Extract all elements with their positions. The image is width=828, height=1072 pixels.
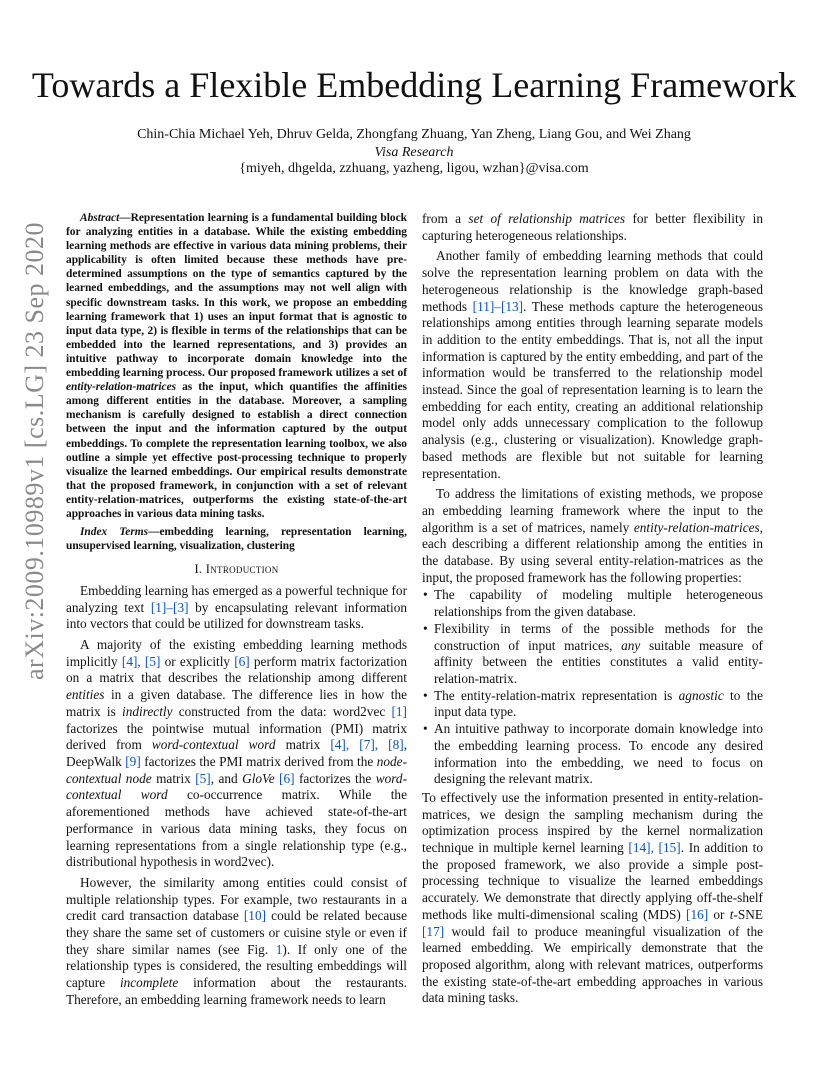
author-emails: {miyeh, dhgelda, zzhuang, yazheng, ligou, wzhan}@visa.com [239,161,589,176]
affiliation: Visa Research [374,145,454,160]
right-column [422,211,763,1007]
citation-link[interactable]: [9] [125,753,141,769]
citation-link[interactable]: [10] [243,908,267,924]
right-paragraph-1: from a set of relationship matrices for better flexibility in capturing heterogeneous relationships. [422,211,763,243]
citation-link[interactable]: [5] [195,770,211,786]
paper-title: Towards a Flexible Embedding Learning Framework [31,65,797,105]
author-list: Chin-Chia Michael Yeh, Dhruv Gelda, Zhongfang Zhuang, Yan Zheng, Liang Gou, and Wei Zhang [137,127,691,142]
section-heading: I. Introduction [194,562,279,577]
right-paragraph-3: To address the limitations of existing methods, we propose an embedding learning framework where the input to the algorithm is a set of matrices, namely entity-relation-matrices, each describing a different relationship among the entities in the database. By using several entity-relation-matrices as the input, the proposed framework has the following properties: [422,486,763,585]
abstract-term: entity-relation-matrices [66,381,177,394]
citation-link[interactable]: [6] [234,653,250,669]
list-item: • The entity-relation-matrix representation is agnostic to the input data type. [434,688,763,721]
abstract-paragraph [66,211,407,521]
index-terms [66,525,407,553]
abstract-text-cont: as the input, which quantifies the affinities among different entities in the database. Moreover, a sampling mechanism is carefully designed to establish a direct connection between the input and the information captured by the output embeddings. To complete the representation learning toolbox, we also outline a simple yet effective post-processing technique to properly visualize the learned embeddings. Our empirical results demonstrate that the proposed framework, in conjunction with a set of relevant entity-relation-matrices, outperforms the existing state-of-the-art approaches in various data mining tasks. [66,381,407,520]
list-item: • Flexibility in terms of the possible methods for the construction of input matrices, any suitable measure of affinity between the entities constitutes a valid entity-relation-matrix. [434,621,763,688]
abstract-label: Abstract [80,212,120,224]
citation-link[interactable]: [17] [422,923,445,939]
arxiv-identifier: arXiv:2009.10989v1 [cs.LG] 23 Sep 2020 [20,221,49,680]
citation-link[interactable]: [1] [391,703,407,719]
right-paragraph-2: Another family of embedding learning methods that could solve the representation learning problem on data with the heterogeneous relationship is the knowledge graph-based methods [11]–[13]. These methods capture the heterogeneous relationships among entities through learning separate models in addition to the entity embeddings. That is, not all the input information is captured by the entity embedding, and part of the information would be transferred to the relationship model instead. Since the goal of representation learning is to learn the embedding for each entity, creating an additional relationship model only adds unnecessary complication to the followup analysis (e.g., clustering or visualization). Knowledge graph-based methods are flexible but not suitable for learning representation. [422,248,763,481]
index-terms-label: Index Terms [80,526,149,539]
abstract-text: —Representation learning is a fundamental building block for analyzing entities in a database. While the existing embedding learning methods are effective in various data mining problems, their applicability is often limited because these methods have pre-determined assumptions on the type of semantics captured by the learned embeddings, and the assumptions may not well align with specific downstream tasks. In this work, we propose an embedding learning framework that 1) uses an input format that is agnostic to input data type, 2) is flexible in terms of the relationships that can be embedded into the learned representations, and 3) provides an intuitive pathway to incorporate domain knowledge into the embedding learning process. Our proposed framework utilizes a set of [66,212,407,380]
intro-paragraph-3: However, the similarity among entities could consist of multiple relationship types. For example, two restaurants in a credit card transaction database [10] could be related because they share the same set of customers or cuisine style or even if they share similar names (see Fig. 1). If only one of the relationship types is considered, the resulting embeddings will capture incomplete information about the restaurants. Therefore, an embedding learning framework needs to learn [66,874,408,1007]
citation-link[interactable]: [11]–[13] [472,298,524,314]
properties-list [422,587,763,787]
citation-link[interactable]: [4], [7], [8] [330,737,404,753]
citation-link[interactable]: [16] [686,906,709,922]
figure-link[interactable]: 1 [275,941,283,957]
citation-link[interactable]: [14], [15] [628,840,681,856]
right-paragraph-4: To effectively use the information presented in entity-relation-matrices, we design the sampling mechanism during the optimization process inspired by the kernel normalization technique in multiple kernel learning [14], [15]. In addition to the proposed framework, we also provide a simple post-processing technique to visualize the learned embeddings accurately. We demonstrate that directly applying off-the-shelf methods like multi-dimensional scaling (MDS) [16] or t-SNE [17] would fail to produce meaningful visualization of the learned embedding. We empirically demonstrate that the proposed algorithm, along with relevant matrices, outperforms the existing state-of-the-art embedding approaches in various data mining tasks. [422,789,764,1006]
list-item: • The capability of modeling multiple heterogeneous relationships from the given database. [434,587,763,620]
intro-paragraph-2: A majority of the existing embedding learning methods implicitly [4], [5] or explicitly [6] perform matrix factorization on a matrix that describes the relationship among different entities in a given database. The difference lies in how the matrix is indirectly constructed from the data: word2vec [1] factorizes the pointwise mutual information (PMI) matrix derived from word-contextual word matrix [4], [7], [8], DeepWalk [9] factorizes the PMI matrix derived from the node-contextual node matrix [5], and GloVe [6] factorizes the word-contextual word co-occurrence matrix. While the aforementioned methods have achieved state-of-the-art performance in various data mining tasks, they focus on learning representations from a single relationship type (e.g., distributional hypothesis in word2vec). [66,637,408,870]
citation-link[interactable]: [6] [279,770,295,786]
citation-link[interactable]: [1]–[3] [150,599,189,615]
list-item: • An intuitive pathway to incorporate domain knowledge into the embedding learning process. To encode any desired information into the embedding, we need to focus on designing the relevant matrix. [434,721,763,788]
intro-paragraph-1: Embedding learning has emerged as a powerful technique for analyzing text [1]–[3] by encapsulating relevant information into vectors that could be utilized for downstream tasks. [66,582,407,632]
citation-link[interactable]: [4], [5] [121,653,161,669]
abstract [66,211,407,553]
left-column [66,211,407,1009]
index-terms-text: —embedding learning, representation learning, unsupervised learning, visualization, clustering [66,526,407,553]
